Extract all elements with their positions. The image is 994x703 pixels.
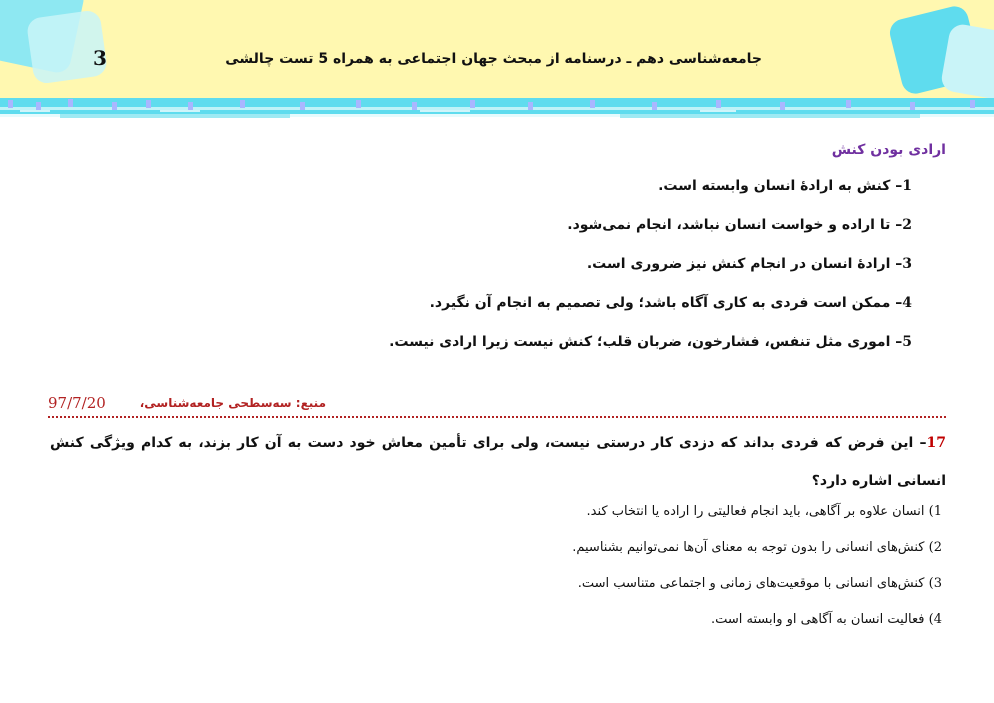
item-number: 4 [902, 295, 912, 311]
option-text: فعالیت انسان به آگاهی او وابسته است. [710, 612, 925, 627]
source-line [48, 396, 946, 418]
item-text: – ممکن است فردی به کاری آگاه باشد؛ ولی تصمیم به انجام آن نگیرد. [429, 295, 903, 311]
item-number: 1 [902, 178, 912, 194]
answer-option [711, 612, 942, 627]
page-number: 3 [93, 46, 107, 70]
answer-option [578, 576, 942, 591]
option-text: کنش‌های انسانی با موقعیت‌های زمانی و اجتماعی متناسب است. [577, 576, 925, 591]
list-item [567, 217, 912, 233]
item-number: 3 [902, 256, 912, 272]
question-text [50, 424, 946, 500]
item-text: – کنش به ارادهٔ انسان وابسته است. [658, 178, 903, 194]
source-label: منبع: سه‌سطحی جامعه‌شناسی، [137, 396, 326, 410]
answer-option [587, 504, 942, 519]
question-number: 17 [926, 435, 946, 451]
option-number: 3) [928, 576, 942, 591]
item-number: 2 [902, 217, 912, 233]
page-header [0, 0, 994, 100]
option-text: کنش‌های انسانی را بدون توجه به معنای آن‌ها نمی‌توانیم بشناسیم. [572, 540, 925, 555]
option-number: 1) [928, 504, 942, 519]
option-number: 2) [928, 540, 942, 555]
item-number: 5 [902, 334, 912, 350]
item-text: – ارادهٔ انسان در انجام کنش نیز ضروری است. [586, 256, 903, 272]
header-title: جامعه‌شناسی دهم ـ درسنامه از مبحث جهان اجتماعی به همراه 5 تست چالشی [225, 51, 762, 67]
decorative-band [0, 98, 994, 122]
answer-option [572, 540, 942, 555]
list-item [658, 178, 912, 194]
option-number: 4) [928, 612, 942, 627]
list-item [389, 334, 912, 350]
section-title: ارادی بودن کنش [831, 142, 946, 158]
item-text: – اموری مثل تنفس، فشارخون، ضربان قلب؛ کنش نیست زیرا ارادی نیست. [389, 334, 903, 350]
list-item [430, 295, 912, 311]
item-text: – تا اراده و خواست انسان نباشد، انجام نمی‌شود. [567, 217, 903, 233]
source-date: 97/7/20 [48, 394, 109, 412]
option-text: انسان علاوه بر آگاهی، باید انجام فعالیتی را اراده یا انتخاب کند. [586, 504, 925, 519]
list-item [587, 256, 912, 272]
question-body: – این فرض که فردی بداند که دزدی کار درستی نیست، ولی برای تأمین معاش خود دست به آن کار بزند، به کدام ویژگی کنش انسانی اشاره دارد؟ [50, 435, 946, 489]
